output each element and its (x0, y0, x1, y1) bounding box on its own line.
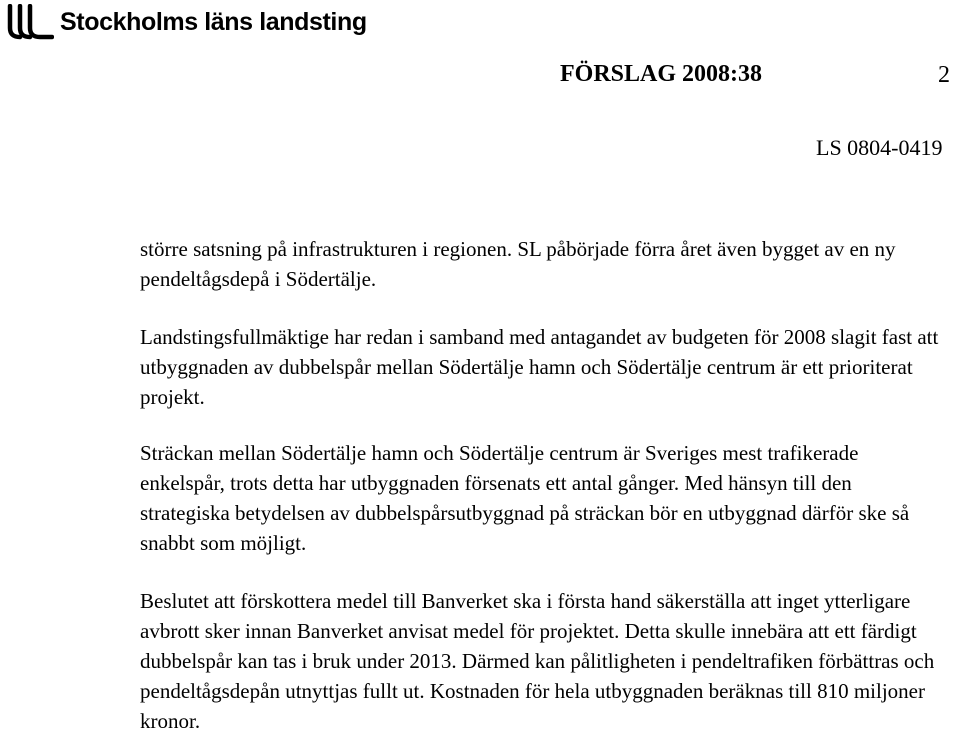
page-number: 2 (938, 62, 950, 88)
document-title: FÖRSLAG 2008:38 (560, 61, 763, 87)
paragraph: Landstingsfullmäktige har redan i samband med antagandet av budgeten för 2008 slagit fast att utbyggnaden av dubbelspår mellan Södertälje hamn och Södertälje centrum är ett prioriterat projekt. (140, 325, 939, 409)
landsting-logo-icon (6, 4, 54, 40)
paragraph: Beslutet att förskottera medel till Banverket ska i första hand säkerställa att inget ytterligare avbrott sker innan Banverket anvisat medel för projektet. Detta skulle innebära att ett färdigt dubbelspår kan tas i bruk under 2013. Därmed kan pålitligheten i pendeltrafiken förbättras och pendeltågsdepån utnyttjas fullt ut. Kostnaden för hela utbyggnaden beräknas till 810 miljoner kronor. (140, 589, 935, 733)
document-body (140, 234, 940, 736)
reference-number: LS 0804-0419 (816, 135, 943, 160)
paragraph: Sträckan mellan Södertälje hamn och Södertälje centrum är Sveriges mest trafikerade enkelspår, trots detta har utbyggnaden försenats ett antal gånger. Med hänsyn till den strategiska betydelsen av dubbelspårsutbyggnad på sträckan bör en utbyggnad därför ske så snabbt som möjligt. (140, 441, 910, 555)
paragraph: större satsning på infrastrukturen i regionen. SL påbörjade förra året även bygget av en ny pendeltågsdepå i Södertälje. (140, 237, 896, 291)
org-name: Stockholms läns landsting (60, 7, 367, 36)
header-logo (6, 4, 367, 40)
